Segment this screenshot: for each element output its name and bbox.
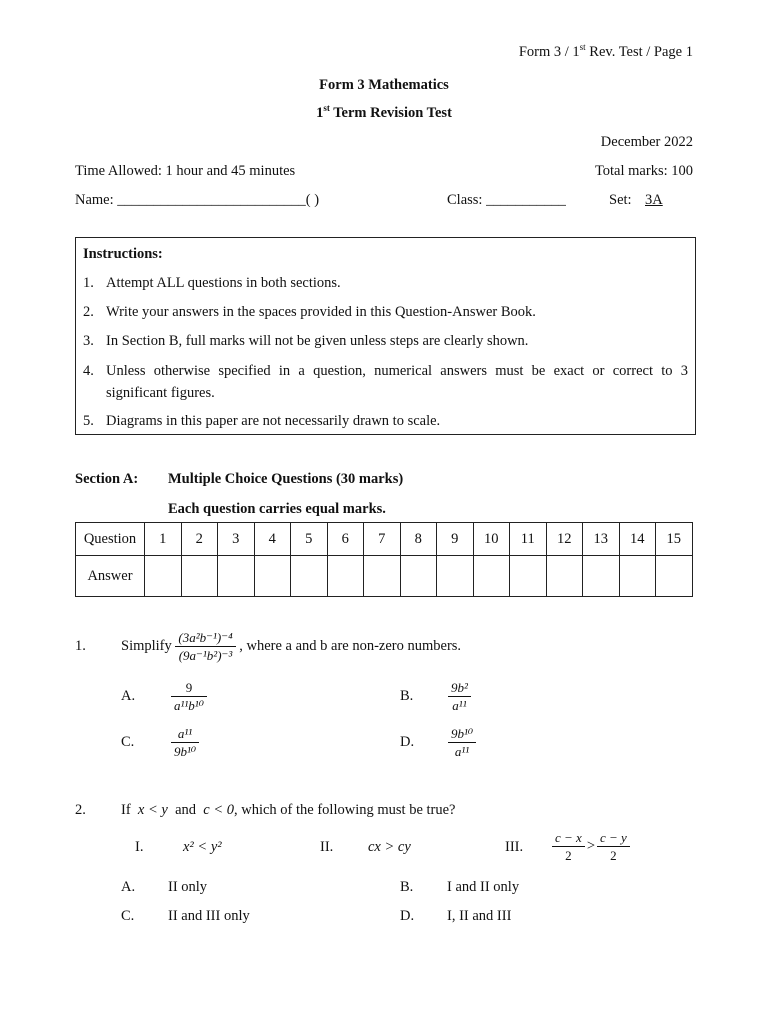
class-field[interactable]: Class: ___________ [447, 192, 566, 208]
answer-row [76, 556, 693, 597]
option-text: I, II and III [447, 908, 512, 924]
page-subtitle [0, 103, 768, 121]
answer-cell[interactable] [145, 556, 182, 597]
option-fraction [448, 727, 476, 758]
q2-statement-iii-roman: III. [505, 839, 524, 855]
q2-statement-ii-expr: cx > cy [368, 839, 411, 855]
instructions-heading: Instructions: [83, 246, 163, 262]
section-a-label: Section A: [75, 471, 139, 487]
set-label: Set: [609, 192, 632, 208]
q2-iii-relation: > [586, 837, 595, 854]
instruction-text: Diagrams in this paper are not necessarily drawn to scale. [106, 413, 441, 429]
subtitle-sup: st [323, 103, 330, 114]
answer-header: Answer [76, 556, 145, 597]
option-letter: B. [400, 879, 414, 895]
option-text: II and III only [168, 908, 250, 924]
q2-option-d[interactable] [400, 909, 511, 924]
q1-expr-numerator: (3a²b⁻¹)⁻⁴ [175, 631, 235, 647]
section-a-title: Multiple Choice Questions (30 marks) [168, 471, 404, 487]
q2-iii-right-numerator: c − y [597, 831, 630, 847]
option-letter: C. [121, 908, 135, 924]
question-number: 15 [656, 523, 693, 556]
q1-lead: Simplify [121, 637, 172, 654]
option-fraction [171, 681, 207, 712]
instruction-item [83, 273, 688, 294]
page-title: Form 3 Mathematics [319, 77, 449, 93]
question-number: 2 [181, 523, 218, 556]
section-a-note: Each question carries equal marks. [168, 501, 386, 517]
q1-stem [121, 626, 461, 666]
answer-cell[interactable] [400, 556, 437, 597]
option-text: I and II only [447, 879, 520, 895]
q2-iii-left-fraction [552, 831, 585, 862]
running-head-post: Rev. Test / Page 1 [585, 44, 693, 60]
q2-number: 2. [75, 802, 86, 818]
instructions-box [75, 237, 696, 435]
option-fraction [171, 727, 199, 758]
q2-iii-right-fraction [597, 831, 630, 862]
q2-condition-1: x < y [137, 802, 168, 818]
q2-iii-left-numerator: c − x [552, 831, 585, 847]
q1-option-d[interactable] [400, 722, 476, 762]
q1-option-b[interactable] [400, 676, 471, 716]
q2-stem [121, 803, 455, 818]
q1-tail: , where a and b are non-zero numbers. [239, 637, 462, 654]
answer-cell[interactable] [327, 556, 364, 597]
option-letter: C. [121, 733, 135, 750]
instruction-number: 3. [83, 333, 94, 349]
instruction-number: 1. [83, 275, 94, 291]
instruction-text: Attempt ALL questions in both sections. [106, 275, 341, 291]
q2-iii-left-denominator: 2 [565, 847, 572, 863]
instruction-text: Write your answers in the spaces provided in this Question-Answer Book. [106, 304, 536, 320]
q2-option-b[interactable] [400, 880, 519, 895]
answer-cell[interactable] [656, 556, 693, 597]
q1-number: 1. [75, 638, 86, 654]
option-numerator: 9b¹⁰ [448, 727, 476, 743]
answer-cell[interactable] [254, 556, 291, 597]
q2-condition-2: c < 0 [203, 802, 234, 818]
q2-tail: , which of the following must be true? [234, 802, 456, 818]
question-number-row [76, 523, 693, 556]
answer-cell[interactable] [364, 556, 401, 597]
question-number: 9 [437, 523, 474, 556]
running-head [518, 42, 693, 60]
question-number: 13 [583, 523, 620, 556]
q1-expr-denominator: (9a⁻¹b²)⁻³ [178, 647, 233, 663]
question-header: Question [76, 523, 145, 556]
answer-cell[interactable] [437, 556, 474, 597]
question-number: 11 [510, 523, 547, 556]
time-allowed: Time Allowed: 1 hour and 45 minutes [75, 163, 296, 179]
question-number: 14 [619, 523, 656, 556]
instruction-item [83, 360, 688, 404]
answer-cell[interactable] [546, 556, 583, 597]
option-denominator: a¹¹ [452, 697, 467, 713]
answer-cell[interactable] [218, 556, 255, 597]
question-number: 7 [364, 523, 401, 556]
running-head-pre: Form 3 / 1 [518, 44, 580, 60]
q2-statement-i-expr: x² < y² [183, 839, 222, 855]
set-value: 3A [645, 192, 663, 208]
subtitle-post: Term Revision Test [329, 105, 452, 121]
q1-option-c[interactable] [121, 722, 199, 762]
name-field[interactable]: Name: __________________________( ) [75, 192, 320, 208]
answer-grid [75, 522, 693, 597]
q1-option-a[interactable] [121, 676, 207, 716]
q1-expression [175, 631, 235, 662]
option-numerator: 9b² [448, 681, 471, 697]
instruction-item [83, 411, 688, 432]
q2-option-a[interactable] [121, 880, 207, 895]
q2-iii-right-denominator: 2 [610, 847, 617, 863]
question-number: 8 [400, 523, 437, 556]
q2-statement-i-roman: I. [135, 839, 144, 855]
answer-cell[interactable] [583, 556, 620, 597]
instruction-item [83, 302, 688, 323]
q2-lead: If [121, 802, 131, 818]
running-head-sup: st [579, 42, 586, 53]
instruction-item [83, 331, 688, 352]
exam-date: December 2022 [600, 134, 693, 150]
option-numerator: a¹¹ [171, 727, 199, 743]
answer-cell[interactable] [291, 556, 328, 597]
q2-and: and [175, 802, 197, 818]
option-letter: D. [400, 908, 415, 924]
q2-statement-iii-expr [552, 826, 630, 866]
subtitle-pre: 1 [316, 105, 324, 121]
instruction-number: 2. [83, 304, 94, 320]
question-number: 1 [145, 523, 182, 556]
q2-option-c[interactable] [121, 909, 250, 924]
option-denominator: 9b¹⁰ [174, 743, 197, 759]
answer-cell[interactable] [181, 556, 218, 597]
option-denominator: a¹¹ [454, 743, 470, 759]
option-letter: D. [400, 733, 415, 750]
total-marks: Total marks: 100 [594, 163, 693, 179]
option-text: II only [168, 879, 208, 895]
question-number: 12 [546, 523, 583, 556]
question-number: 4 [254, 523, 291, 556]
instruction-text: In Section B, full marks will not be given unless steps are clearly shown. [106, 333, 529, 349]
option-letter: A. [121, 879, 136, 895]
option-denominator: a¹¹b¹⁰ [174, 697, 204, 713]
answer-cell[interactable] [510, 556, 547, 597]
question-number: 10 [473, 523, 510, 556]
question-number: 5 [291, 523, 328, 556]
question-number: 6 [327, 523, 364, 556]
option-numerator: 9 [171, 681, 207, 697]
answer-cell[interactable] [473, 556, 510, 597]
question-number: 3 [218, 523, 255, 556]
instruction-number: 5. [83, 413, 94, 429]
instruction-number: 4. [83, 363, 94, 379]
option-fraction [448, 681, 471, 712]
answer-cell[interactable] [619, 556, 656, 597]
instruction-text: Unless otherwise specified in a question, numerical answers must be exact or correct to 3 significant figures. [106, 363, 688, 401]
option-letter: A. [121, 687, 136, 704]
q2-statement-ii-roman: II. [320, 839, 334, 855]
option-letter: B. [400, 687, 414, 704]
